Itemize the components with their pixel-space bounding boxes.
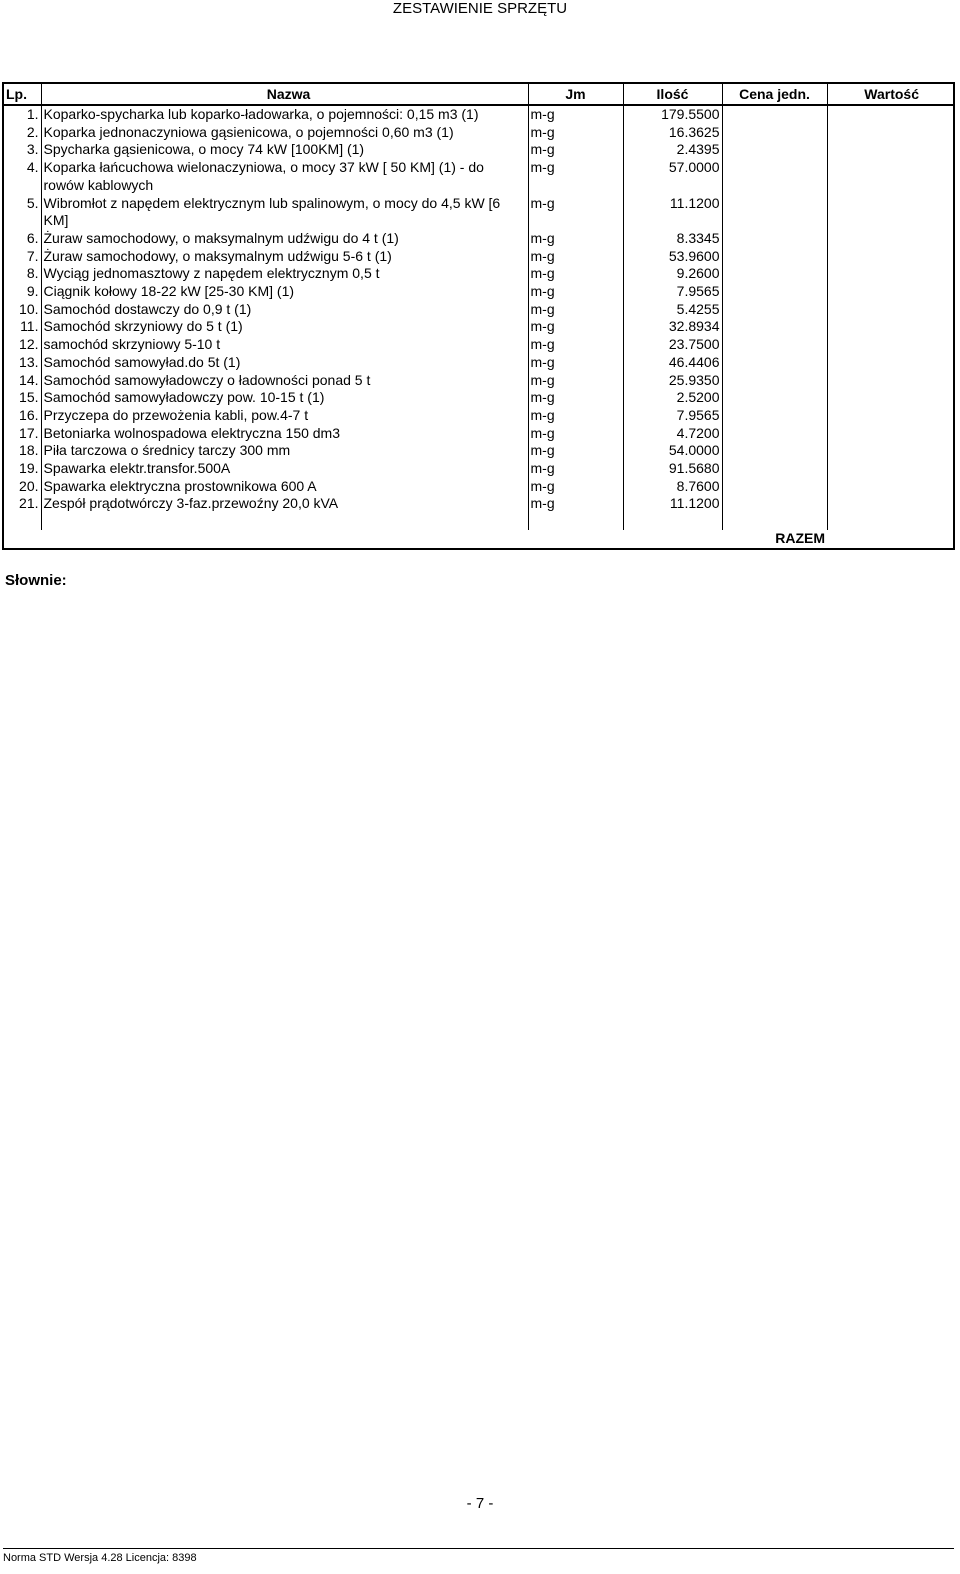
row-lp: 21. xyxy=(3,495,41,530)
table-row xyxy=(3,389,954,407)
column-header-unit: Jm xyxy=(528,83,623,105)
row-value xyxy=(827,318,954,336)
row-unit: m-g xyxy=(528,336,623,354)
table-row xyxy=(3,159,954,194)
row-value xyxy=(827,354,954,372)
row-qty: 4.7200 xyxy=(623,425,722,443)
row-price xyxy=(722,407,827,425)
row-lp: 16. xyxy=(3,407,41,425)
total-value xyxy=(827,530,954,549)
row-qty: 11.1200 xyxy=(623,195,722,230)
row-lp: 18. xyxy=(3,442,41,460)
table-row xyxy=(3,425,954,443)
row-lp: 15. xyxy=(3,389,41,407)
row-name: Piła tarczowa o średnicy tarczy 300 mm xyxy=(41,442,528,460)
row-value xyxy=(827,230,954,248)
table-row xyxy=(3,248,954,266)
row-value xyxy=(827,124,954,142)
row-value xyxy=(827,478,954,496)
total-row xyxy=(3,530,954,549)
row-unit: m-g xyxy=(528,230,623,248)
column-header-price: Cena jedn. xyxy=(722,83,827,105)
row-price xyxy=(722,354,827,372)
row-unit: m-g xyxy=(528,495,623,530)
row-qty: 7.9565 xyxy=(623,283,722,301)
row-lp: 12. xyxy=(3,336,41,354)
row-price xyxy=(722,265,827,283)
table-row xyxy=(3,354,954,372)
row-lp: 1. xyxy=(3,105,41,124)
row-value xyxy=(827,336,954,354)
row-name: Koparka jednonaczyniowa gąsienicowa, o pojemności 0,60 m3 (1) xyxy=(41,124,528,142)
page-title: ZESTAWIENIE SPRZĘTU xyxy=(392,0,568,17)
table-row xyxy=(3,478,954,496)
row-unit: m-g xyxy=(528,354,623,372)
row-unit: m-g xyxy=(528,124,623,142)
row-qty: 54.0000 xyxy=(623,442,722,460)
table-row xyxy=(3,301,954,319)
row-qty: 91.5680 xyxy=(623,460,722,478)
row-value xyxy=(827,460,954,478)
row-value xyxy=(827,141,954,159)
row-qty: 16.3625 xyxy=(623,124,722,142)
row-lp: 8. xyxy=(3,265,41,283)
row-name: Ciągnik kołowy 18-22 kW [25-30 KM] (1) xyxy=(41,283,528,301)
table-row xyxy=(3,460,954,478)
row-unit: m-g xyxy=(528,460,623,478)
row-value xyxy=(827,159,954,194)
row-price xyxy=(722,389,827,407)
row-unit: m-g xyxy=(528,141,623,159)
row-unit: m-g xyxy=(528,318,623,336)
row-name: Żuraw samochodowy, o maksymalnym udźwigu 5-6 t (1) xyxy=(41,248,528,266)
row-unit: m-g xyxy=(528,442,623,460)
row-price xyxy=(722,318,827,336)
row-name: Spawarka elektryczna prostownikowa 600 A xyxy=(41,478,528,496)
column-header-value: Wartość xyxy=(827,83,954,105)
row-name: Spycharka gąsienicowa, o mocy 74 kW [100KM] (1) xyxy=(41,141,528,159)
row-price xyxy=(722,230,827,248)
row-lp: 10. xyxy=(3,301,41,319)
row-qty: 179.5500 xyxy=(623,105,722,124)
row-name: Żuraw samochodowy, o maksymalnym udźwigu do 4 t (1) xyxy=(41,230,528,248)
row-name: Koparko-spycharka lub koparko-ładowarka, o pojemności: 0,15 m3 (1) xyxy=(41,105,528,124)
row-unit: m-g xyxy=(528,265,623,283)
table-row xyxy=(3,283,954,301)
row-name: Betoniarka wolnospadowa elektryczna 150 dm3 xyxy=(41,425,528,443)
row-value xyxy=(827,425,954,443)
row-price xyxy=(722,124,827,142)
table-row xyxy=(3,442,954,460)
row-price xyxy=(722,141,827,159)
row-qty: 7.9565 xyxy=(623,407,722,425)
row-value xyxy=(827,301,954,319)
row-name: Przyczepa do przewożenia kabli, pow.4-7 t xyxy=(41,407,528,425)
row-qty: 53.9600 xyxy=(623,248,722,266)
row-lp: 9. xyxy=(3,283,41,301)
row-qty: 5.4255 xyxy=(623,301,722,319)
column-header-lp: Lp. xyxy=(3,83,41,105)
row-price xyxy=(722,195,827,230)
table-row xyxy=(3,372,954,390)
row-price xyxy=(722,248,827,266)
row-unit: m-g xyxy=(528,159,623,194)
table-row xyxy=(3,105,954,124)
total-label: RAZEM xyxy=(722,530,827,549)
row-lp: 20. xyxy=(3,478,41,496)
table-row xyxy=(3,318,954,336)
footer-rule xyxy=(3,1548,954,1549)
row-price xyxy=(722,159,827,194)
row-value xyxy=(827,372,954,390)
row-name: Samochód samowyładowczy pow. 10-15 t (1) xyxy=(41,389,528,407)
row-unit: m-g xyxy=(528,195,623,230)
table-header-row xyxy=(3,83,954,105)
table-row xyxy=(3,495,954,530)
row-lp: 7. xyxy=(3,248,41,266)
row-value xyxy=(827,265,954,283)
row-unit: m-g xyxy=(528,105,623,124)
row-qty: 9.2600 xyxy=(623,265,722,283)
row-price xyxy=(722,495,827,530)
column-header-qty: Ilość xyxy=(623,83,722,105)
row-unit: m-g xyxy=(528,248,623,266)
table-row xyxy=(3,124,954,142)
row-name: samochód skrzyniowy 5-10 t xyxy=(41,336,528,354)
row-name: Zespół prądotwórczy 3-faz.przewoźny 20,0 kVA xyxy=(41,495,528,530)
row-value xyxy=(827,105,954,124)
row-price xyxy=(722,442,827,460)
row-qty: 23.7500 xyxy=(623,336,722,354)
row-name: Wibromłot z napędem elektrycznym lub spalinowym, o mocy do 4,5 kW [6 KM] xyxy=(41,195,528,230)
row-lp: 6. xyxy=(3,230,41,248)
row-qty: 32.8934 xyxy=(623,318,722,336)
table-row xyxy=(3,407,954,425)
row-price xyxy=(722,105,827,124)
row-unit: m-g xyxy=(528,425,623,443)
row-name: Koparka łańcuchowa wielonaczyniowa, o mocy 37 kW [ 50 KM] (1) - do rowów kablowych xyxy=(41,159,528,194)
column-header-name: Nazwa xyxy=(41,83,528,105)
row-value xyxy=(827,442,954,460)
page-number: - 7 - xyxy=(466,1495,494,1512)
table-row xyxy=(3,141,954,159)
row-lp: 5. xyxy=(3,195,41,230)
row-qty: 2.4395 xyxy=(623,141,722,159)
row-unit: m-g xyxy=(528,301,623,319)
row-lp: 2. xyxy=(3,124,41,142)
row-qty: 8.7600 xyxy=(623,478,722,496)
row-price xyxy=(722,478,827,496)
row-lp: 4. xyxy=(3,159,41,194)
table-row xyxy=(3,336,954,354)
table-row xyxy=(3,265,954,283)
row-qty: 2.5200 xyxy=(623,389,722,407)
row-name: Samochód dostawczy do 0,9 t (1) xyxy=(41,301,528,319)
row-lp: 11. xyxy=(3,318,41,336)
equipment-table xyxy=(2,82,955,550)
row-unit: m-g xyxy=(528,283,623,301)
row-value xyxy=(827,389,954,407)
row-qty: 46.4406 xyxy=(623,354,722,372)
table-row xyxy=(3,230,954,248)
row-lp: 14. xyxy=(3,372,41,390)
row-value xyxy=(827,495,954,530)
words-label: Słownie: xyxy=(5,572,67,589)
row-lp: 13. xyxy=(3,354,41,372)
row-lp: 17. xyxy=(3,425,41,443)
row-price xyxy=(722,372,827,390)
row-unit: m-g xyxy=(528,372,623,390)
row-lp: 3. xyxy=(3,141,41,159)
row-price xyxy=(722,283,827,301)
row-value xyxy=(827,283,954,301)
row-qty: 57.0000 xyxy=(623,159,722,194)
row-value xyxy=(827,407,954,425)
row-name: Samochód samowyład.do 5t (1) xyxy=(41,354,528,372)
row-name: Samochód samowyładowczy o ładowności ponad 5 t xyxy=(41,372,528,390)
row-unit: m-g xyxy=(528,389,623,407)
row-value xyxy=(827,248,954,266)
table-row xyxy=(3,195,954,230)
row-name: Samochód skrzyniowy do 5 t (1) xyxy=(41,318,528,336)
row-price xyxy=(722,301,827,319)
row-lp: 19. xyxy=(3,460,41,478)
row-unit: m-g xyxy=(528,478,623,496)
row-name: Wyciąg jednomasztowy z napędem elektrycznym 0,5 t xyxy=(41,265,528,283)
row-price xyxy=(722,336,827,354)
footer-note: Norma STD Wersja 4.28 Licencja: 8398 xyxy=(3,1552,197,1564)
row-value xyxy=(827,195,954,230)
row-qty: 25.9350 xyxy=(623,372,722,390)
row-price xyxy=(722,425,827,443)
row-name: Spawarka elektr.transfor.500A xyxy=(41,460,528,478)
row-price xyxy=(722,460,827,478)
row-unit: m-g xyxy=(528,407,623,425)
row-qty: 8.3345 xyxy=(623,230,722,248)
row-qty: 11.1200 xyxy=(623,495,722,530)
